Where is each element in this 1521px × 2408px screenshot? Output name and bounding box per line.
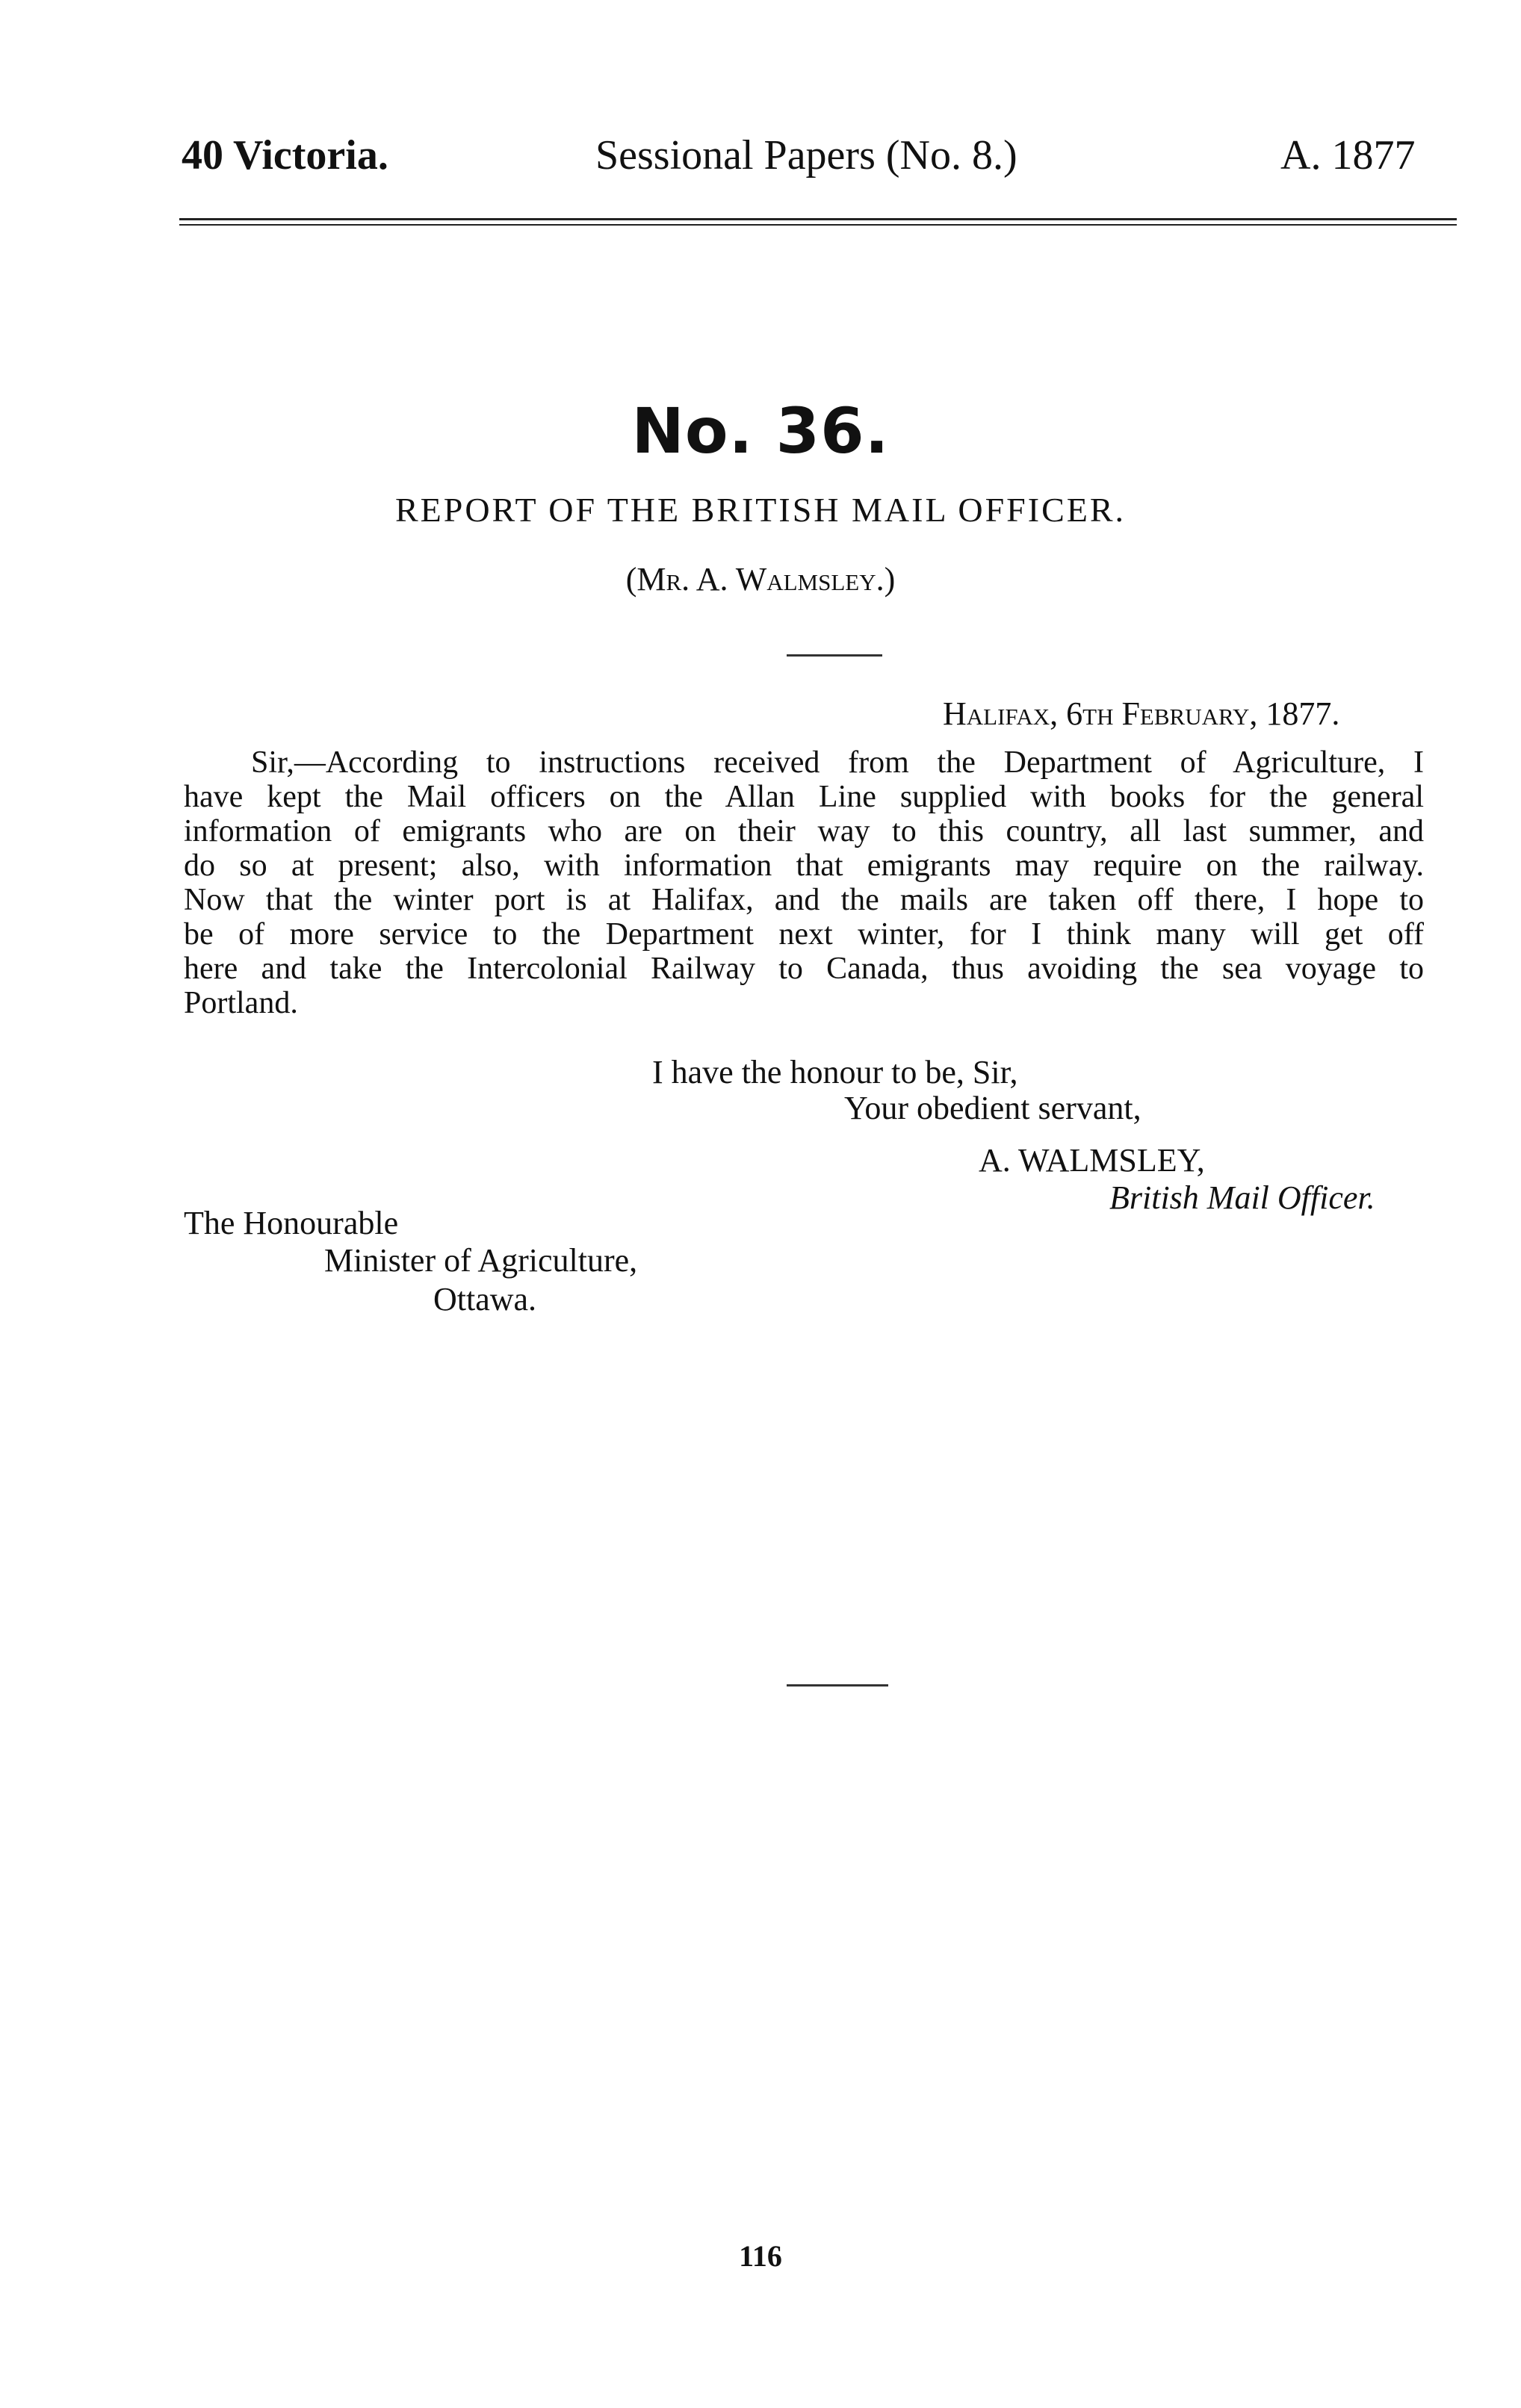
document-number: No. 36. <box>631 394 890 468</box>
report-title: REPORT OF THE BRITISH MAIL OFFICER. <box>394 491 1127 529</box>
closing-line-1: I have the honour to be, Sir, <box>652 1054 1018 1090</box>
letter-line: information of emigrants who are on their way to this country, all last summer, and <box>184 814 1424 848</box>
divider-bottom <box>787 1684 888 1686</box>
report-author: (Mr. A. Walmsley.) <box>625 561 896 598</box>
page-number: 116 <box>739 2239 782 2273</box>
letter-line: Sir,—According to instructions received from the Department of Agriculture, I <box>251 745 1424 780</box>
header-left: 40 Victoria. <box>182 132 388 179</box>
letter-line: be of more service to the Department next winter, for I think many will get off <box>184 917 1424 952</box>
signature-title: British Mail Officer. <box>1109 1179 1375 1216</box>
letter-line: Now that the winter port is at Halifax, and the mails are taken off there, I hope to <box>184 883 1424 917</box>
letter-line: Portland. <box>184 986 298 1020</box>
signature-name: A. WALMSLEY, <box>979 1142 1205 1179</box>
addressee-line-1: The Honourable <box>184 1205 399 1241</box>
divider-top <box>787 654 882 657</box>
letter-line: do so at present; also, with information that emigrants may require on the railway. <box>184 848 1424 883</box>
closing-line-2: Your obedient servant, <box>844 1090 1141 1126</box>
addressee-line-3: Ottawa. <box>433 1281 537 1318</box>
addressee-line-2: Minister of Agriculture, <box>324 1242 638 1279</box>
header-right: A. 1877 <box>1280 132 1416 179</box>
header-center: Sessional Papers (No. 8.) <box>595 132 1017 179</box>
dateline: Halifax, 6th February, 1877. <box>943 695 1340 732</box>
letter-body <box>184 745 1424 1020</box>
letter-line: have kept the Mail officers on the Allan Line supplied with books for the general <box>184 780 1424 814</box>
header-rule-secondary <box>179 224 1457 226</box>
header-rule <box>179 218 1457 220</box>
letter-line: here and take the Intercolonial Railway to Canada, thus avoiding the sea voyage to <box>184 952 1424 986</box>
